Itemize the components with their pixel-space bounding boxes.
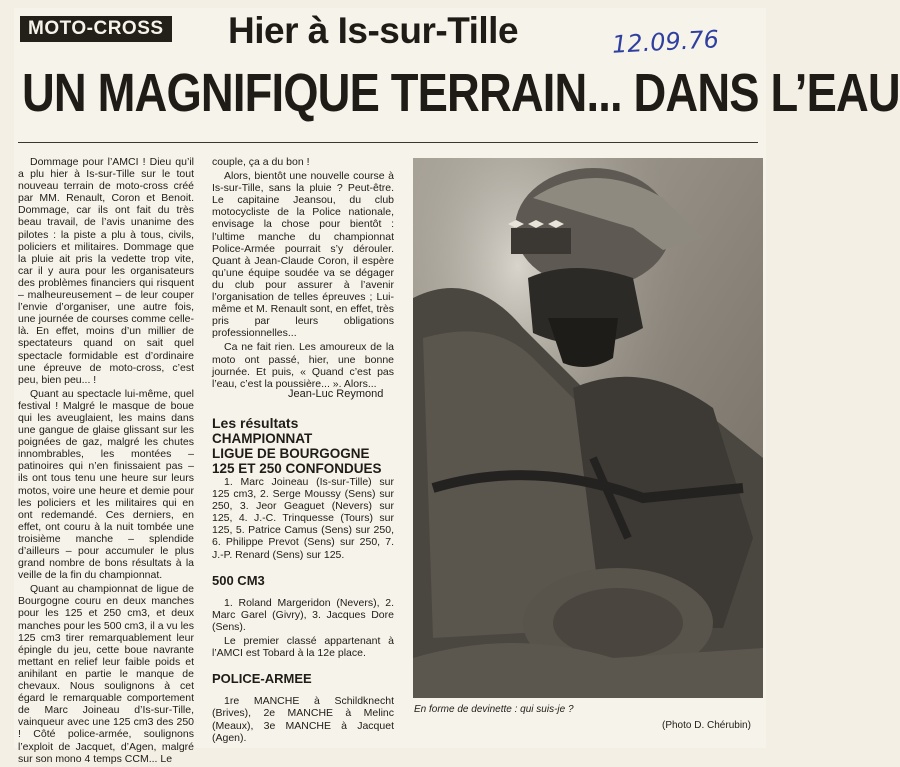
handwritten-date: 12.09.76 [611,25,720,59]
results-125-250: 1. Marc Joineau (Is-sur-Tille) sur 125 cm3, 2. Serge Moussy (Sens) sur 250, 3. Jeor Geaguet (Nevers) sur 125, 4. J.-C. Trinquesse (Tours) sur 125, 5. Patrice Camus (Sens) sur 250, 6. Philippe Prevot (Sens) sur 250, 7. J.-P. Renard (Sens) sur 125. [212,476,394,561]
results-500-note: Le premier classé appartenant à l’AMCI est Tobard à la 12e place. [212,635,394,660]
photo-caption: En forme de devinette : qui suis-je ? [414,704,574,715]
results-title [212,416,394,476]
motocross-rider-photo [413,158,763,698]
results-500-heading: 500 CM3 [212,572,265,588]
results-police: 1re MANCHE à Schildknecht (Brives), 2e MANCHE à Melinc (Meaux), 3e MANCHE à Jacquet (Agen). [212,695,394,744]
article-column-2 [212,156,394,392]
section-label: MOTO-CROSS [20,16,172,42]
headline-divider [18,142,758,143]
headline: UN MAGNIFIQUE TERRAIN... DANS L’EAU [22,63,900,123]
results-heading: 125 ET 250 CONFONDUES [212,461,382,476]
results-heading: LIGUE DE BOURGOGNE [212,446,370,461]
results-column [212,476,394,746]
results-heading: CHAMPIONNAT [212,431,313,446]
paragraph: couple, ça a du bon ! [212,156,310,168]
paragraph: Ca ne fait rien. Les amoureux de la moto ont passé, hier, une bonne journée. Et puis, « Quand c’est pas l’eau, c’est la poussière... ». Alors... [212,341,394,390]
kicker-title: Hier à Is-sur-Tille [228,10,519,51]
author-signature: Jean-Luc Reymond [288,388,384,400]
photo-credit: (Photo D. Chérubin) [662,720,751,731]
results-police-heading: POLICE-ARMEE [212,671,312,687]
paragraph: Dommage pour l’AMCI ! Dieu qu’il a plu hier à Is-sur-Tille sur le tout nouveau terrain de moto-cross créé par MM. Renault, Coron et Benoit. Dommage, car ils ont fait du très beau travail, de l’avis unanime des pilotes : la piste a plu à tous, civils, policiers et militaires. Dommage que la pluie ait pris la vedette trop vite, car il y aura pour les organisateurs des problèmes financiers qui risquent – malheureusement – de leur couper l’envie d’organiser, une autre fois, une journée de courses comme celle-là. En effet, moins d’un millier de spectateurs quand on sait quel spectacle formidable est d’ordinaire une épreuve de moto-cross, c’est peu, bien peu... ! [18,156,194,386]
results-heading: Les résultats [212,415,299,431]
article-column-1 [18,156,194,767]
paragraph: Alors, bientôt une nouvelle course à Is-sur-Tille, sans la pluie ? Peut-être. Le capitaine Jeansou, du club motocycliste de la Police nationale, envisage la chose pour bientôt : l’ultime manche du championnat Police-Armée pourrait s’y dérouler. Quant à Jean-Claude Coron, il espère qu’une équipe soudée va se dégager du club pour assurer à l’avenir l’organisation de telles épreuves ; Lui-même et M. Renault sont, en effet, très pris par leurs obligations professionnelles... [212,170,394,340]
results-500: 1. Roland Margeridon (Nevers), 2. Marc Garel (Givry), 3. Jacques Dore (Sens). [212,596,394,633]
paragraph: Quant au spectacle lui-même, quel festival ! Malgré le masque de boue qui les aveuglaient, les mains dans une gangue de glaise glissant sur les poignées de gaz, malgré les chutes innombrables, les montées – patinoires qui n’en finissaient pas – ils ont tous tenu une heure sur leurs motos, voire une heure et demie pour les policiers et les militaires qui en ont redemandé. Ces derniers, en effet, ont couru à la nuit tombée une troisième manche – splendide d’ailleurs – pour accumuler le plus grand nombre de bons résultats à la veille de la fin du championnat. [18,387,194,582]
paragraph: Quant au championnat de ligue de Bourgogne couru en deux manches pour les 125 et 250 cm3, et deux manches pour les 500 cm3, il a vu les 125 cm3 tirer remarquablement leur épingle du jeu, cette boue navrante mettant en relief leur faible poids et anihilant en partie le manque de chevaux. Nous soulignons à cet égard le remarquable comportement de Marc Joineau d’Is-sur-Tille, vainqueur avec une 125 cm3 des 250 ! Côté police-armée, soulignons l’exploit de Jacquet, d’Agen, malgré sur son mono 4 temps CCM... Le [18,583,194,765]
